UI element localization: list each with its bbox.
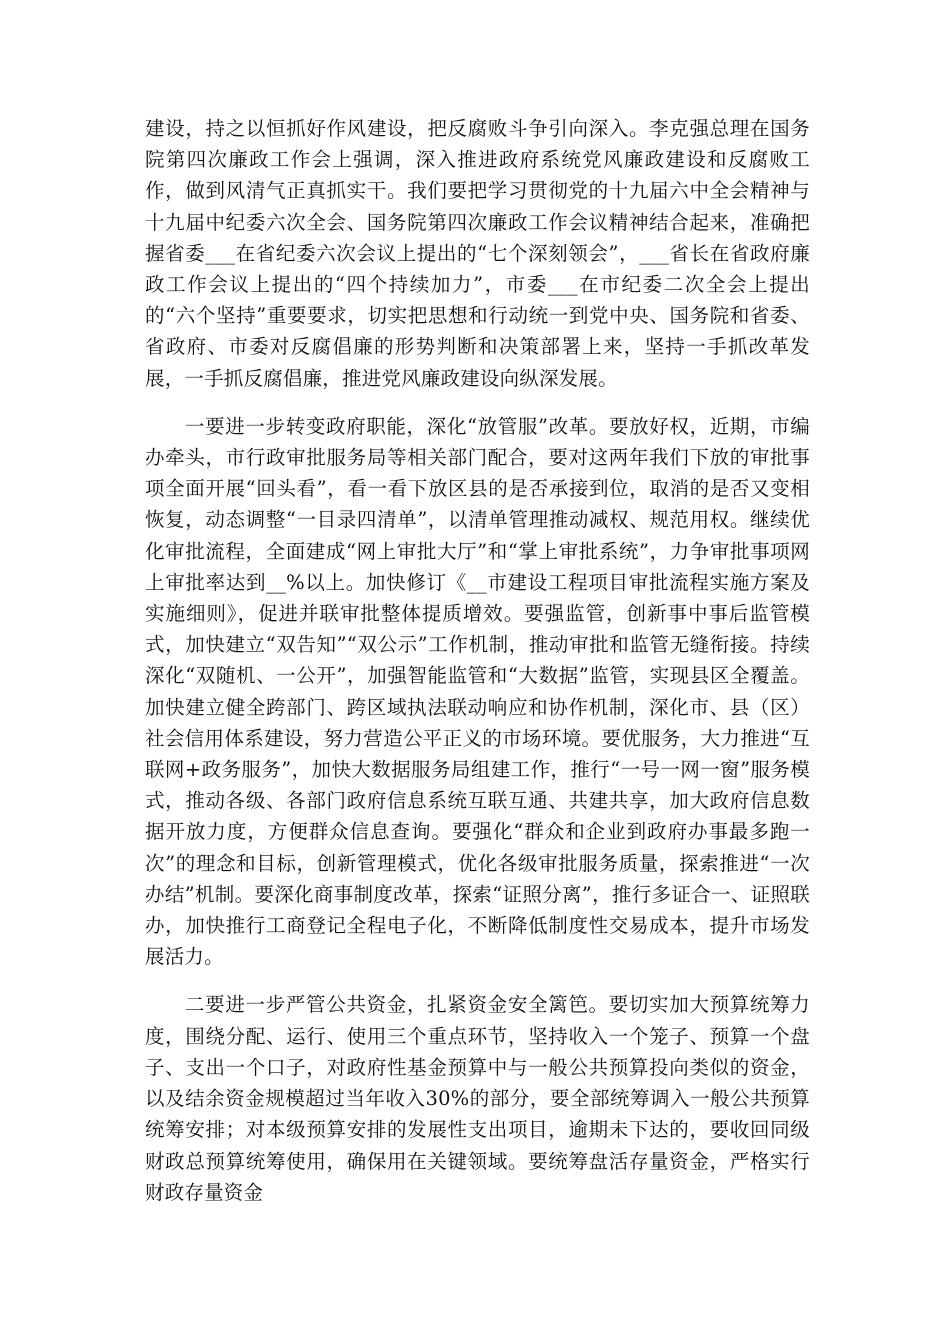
paragraph-3: 二要进一步严管公共资金，扎紧资金安全篱笆。要切实加大预算统筹力度，围绕分配、运行、使用三个重点环节，坚持收入一个笼子、预算一个盘子、支出一个口子，对政府性基金预算中与一般公共预算投向类似的资金，以及结余资金规模超过当年收入30%的部分，要全部统筹调入一般公共预算统筹安排；对本级预算安排的发展性支出项目，逾期未下达的，要收回同级财政总预算统筹使用，确保用在关键领域。要统筹盘活存量资金，严格实行财政存量资金	[145, 993, 810, 1204]
document-body	[145, 113, 810, 1225]
paragraph-2: 一要进一步转变政府职能，深化“放管服”改革。要放好权，近期，市编办牵头，市行政审批服务局等相关部门配合，要对这两年我们下放的审批事项全面开展“回头看”，看一看下放区县的是否承接到位，取消的是否又变相恢复，动态调整“一目录四清单”，以清单管理推动减权、规范用权。继续优化审批流程，全面建成“网上审批大厅”和“掌上审批系统”，力争审批事项网上审批率达到__%以上。加快修订《__市建设工程项目审批流程实施方案及实施细则》，促进并联审批整体提质增效。要强监管，创新事中事后监管模式，加快建立“双告知”“双公示”工作机制，推动审批和监管无缝衔接。持续深化“双随机、一公开”，加强智能监管和“大数据”监管，实现县区全覆盖。加快建立健全跨部门、跨区域执法联动响应和协作机制，深化市、县（区）社会信用体系建设，努力营造公平正义的市场环境。要优服务，大力推进“互联网+政务服务”，加快大数据服务局组建工作，推行“一号一网一窗”服务模式，推动各级、各部门政府信息系统互联互通、共建共享，加大政府信息数据开放力度，方便群众信息查询。要强化“群众和企业到政府办事最多跑一次”的理念和目标，创新管理模式，优化各级审批服务质量，探索推进“一次办结”机制。要深化商事制度改革，探索“证照分离”，推行多证合一、证照联办，加快推行工商登记全程电子化，不断降低制度性交易成本，提升市场发展活力。	[145, 414, 810, 969]
paragraph-1: 建设，持之以恒抓好作风建设，把反腐败斗争引向深入。李克强总理在国务院第四次廉政工作会上强调，深入推进政府系统党风廉政建设和反腐败工作，做到风清气正真抓实干。我们要把学习贯彻党的十九届六中全会精神与十九届中纪委六次全会、国务院第四次廉政工作会议精神结合起来，准确把握省委___在省纪委六次会议上提出的“七个深刻领会”，___省长在省政府廉政工作会议上提出的“四个持续加力”，市委___在市纪委二次全会上提出的“六个坚持”重要要求，切实把思想和行动统一到党中央、国务院和省委、省政府、市委对反腐倡廉的形势判断和决策部署上来，坚持一手抓改革发展，一手抓反腐倡廉，推进党风廉政建设向纵深发展。	[145, 117, 810, 390]
